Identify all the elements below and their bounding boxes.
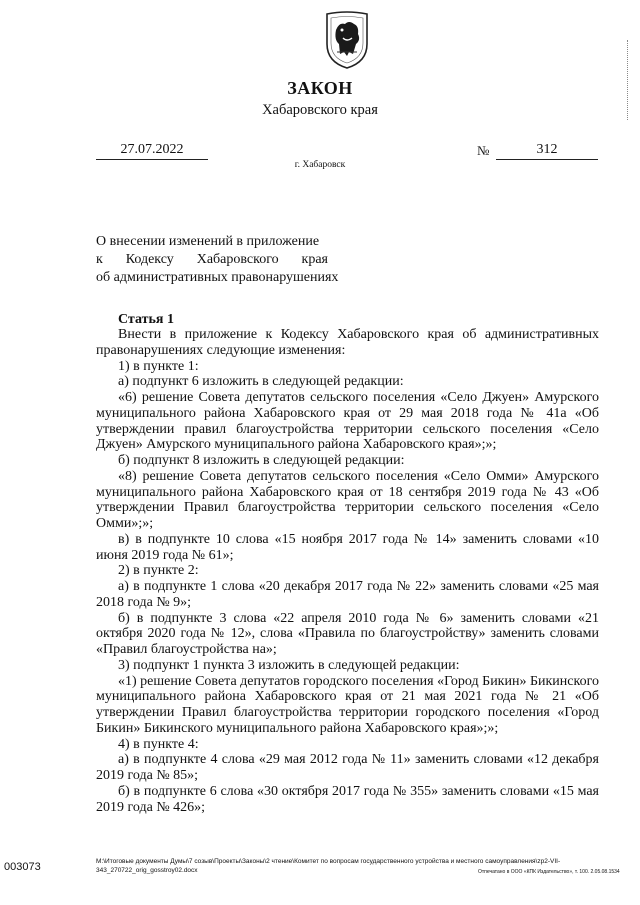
subject-word: Кодексу [125, 252, 174, 267]
paragraph: б) подпункт 8 изложить в следующей редакции: [118, 453, 405, 468]
scan-edge-mark [627, 40, 629, 120]
paragraph: «1) решение Совета депутатов городского поселения «Город Бикин» Бикинского муниципального района Хабаровского края от 21 мая 2021 года № 21 «Об утверждении Правил благоустройства территории городского поселения «Город Бикин» Бикинского муниципального района Хабаровского края»;»; [96, 673, 599, 736]
article-body [96, 327, 599, 815]
document-title: ЗАКОН [287, 78, 353, 98]
subject-word: Хабаровского [196, 252, 279, 267]
paragraph: 2) в пункте 2: [118, 563, 199, 579]
number-sign: № [477, 143, 490, 158]
subject-line-1: О внесении изменений в приложение [96, 234, 320, 249]
paragraph: Внести в приложение к Кодексу Хабаровского края об административных правонарушениях следующие изменения: [96, 327, 599, 358]
file-path: M:\Итоговые документы Думы\7 созыв\Проекты\Законы\2 чтение\Комитет по вопросам государственного устройства и местного самоуправления\zp2-VII-343_270722_orig_gosstroy02.docx [96, 858, 561, 874]
subject-line-3: об административных правонарушениях [96, 270, 339, 285]
article-heading: Статья 1 [118, 312, 174, 327]
paragraph: «6) решение Совета депутатов сельского поселения «Село Джуен» Амурского муниципального района Хабаровского края от 29 мая 2018 года № 41а «Об утверждении правил благоустройства территории сельского поселения «Село Джуен» Амурского муниципального района Хабаровского края»;»; [96, 390, 599, 453]
paragraph: 1) в пункте 1: [118, 358, 199, 374]
document-code: 003073 [4, 861, 41, 873]
document-subtitle: Хабаровского края [262, 102, 378, 118]
subject-word: края [301, 252, 328, 267]
paragraph: 3) подпункт 1 пункта 3 изложить в следующей редакции: [118, 657, 460, 673]
subject-line-2 [96, 251, 328, 269]
paragraph: «8) решение Совета депутатов сельского поселения «Село Омми» Амурского муниципального района Хабаровского края от 18 сентября 2019 года № 43 «Об утверждении Правил благоустройства территории сельского поселения «Село Омми»;»; [96, 468, 599, 531]
paragraph: в) в подпункте 10 слова «15 ноября 2017 года № 14» заменить словами «10 июня 2019 года № 61»; [96, 531, 599, 563]
place-of-adoption: г. Хабаровск [294, 160, 346, 170]
print-mark: Отпечатано в ООО «КПК Издательство», т. 100. 2.05.08.1534 [478, 869, 620, 875]
coat-of-arms-emblem [323, 8, 371, 70]
paragraph: а) в подпункте 4 слова «29 мая 2012 года № 11» заменить словами «12 декабря 2019 года № 85»; [96, 752, 599, 783]
paragraph: б) в подпункте 3 слова «22 апреля 2010 года № 6» заменить словами «21 октября 2020 года № 12», слова «Правила по благоустройству» заменить словами «Правил благоустройства на»; [96, 610, 599, 657]
document-date: 27.07.2022 [96, 141, 208, 160]
document-number: 312 [496, 141, 598, 160]
paragraph: а) в подпункте 1 слова «20 декабря 2017 года № 22» заменить словами «25 мая 2018 года № 9»; [96, 579, 599, 610]
paragraph: 4) в пункте 4: [118, 736, 199, 752]
law-subject [96, 233, 339, 287]
subject-word: к [96, 252, 103, 267]
paragraph: а) подпункт 6 изложить в следующей редакции: [118, 374, 404, 390]
paragraph: б) в подпункте 6 слова «30 октября 2017 года № 355» заменить словами «15 мая 2019 года № 426»; [96, 783, 599, 815]
